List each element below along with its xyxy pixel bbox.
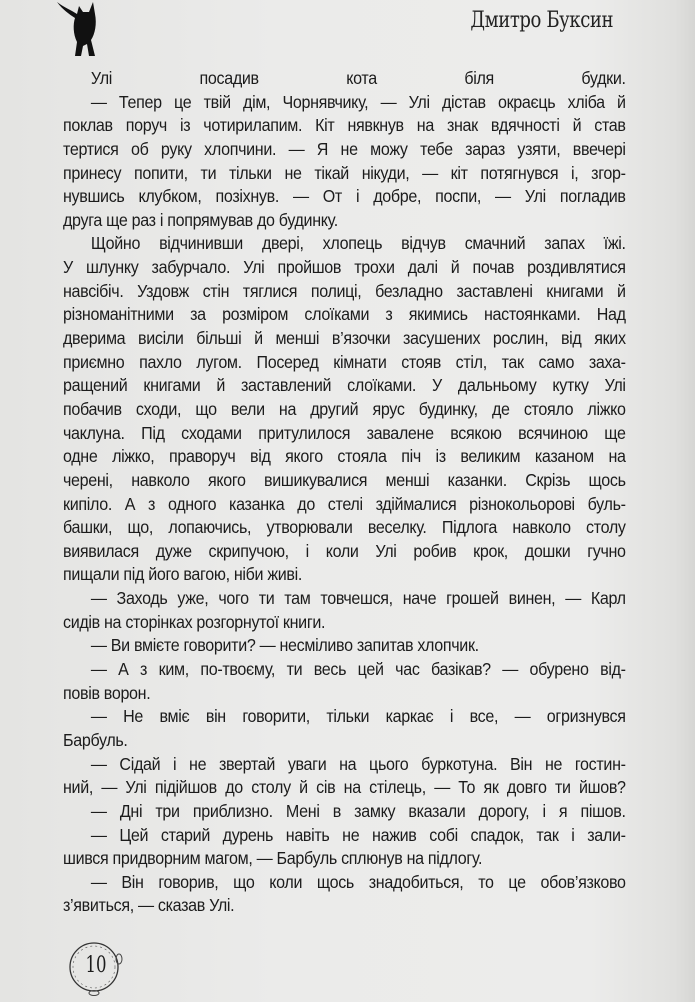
text-line: Щойно відчинивши двері, хлопець відчув смачний запах їжі.	[90, 233, 626, 254]
text-line: виявилася дуже скрипучою, і коли Улі робив крок, дошки гучно	[63, 540, 626, 561]
text-line: башки, що, лопаючись, утворювали веселку. Підлога навколо столу	[63, 517, 626, 538]
text-line: чаклуна. Під сходами притулилося завалене всякою всячиною ще	[63, 422, 626, 443]
text-line: Барбуль.	[63, 729, 128, 750]
page-number-badge	[66, 937, 126, 997]
text-line: кипіло. А з одного казанка до стелі здіймалися різнокольорові буль-	[63, 493, 626, 514]
text-line: сидів на сторінках розгорнутої книги.	[63, 611, 326, 632]
text-line: тертися об руку хлопчини. — Я не можу тебе зараз узяти, ввечері	[63, 138, 626, 159]
text-line: черені, навколо якого вишикувалися менші казанки. Скрізь щось	[63, 469, 626, 490]
book-author-header: Дмитро Буксин	[470, 8, 613, 33]
text-line: — Він говорив, що коли щось знадобиться, то це обов’язково	[90, 871, 626, 892]
page-number: 10	[85, 953, 107, 978]
text-line: принесу попити, ти тільки не тікай нікуди, — кіт потягнувся і, згор-	[63, 162, 626, 183]
text-line: повів ворон.	[63, 682, 151, 703]
text-line: — Заходь уже, чого ти там товчешся, наче грошей винен, — Карл	[90, 588, 626, 609]
text-line: нувшись клубком, позіхнув. — От і добре, поспи, — Улі погладив	[63, 186, 626, 207]
text-line: У шлунку забурчало. Улі пройшов трохи далі й почав роздивлятися	[63, 257, 626, 278]
text-line: — А з ким, по-твоєму, ти весь цей час базікав? — обурено від-	[90, 659, 626, 680]
text-line: навсібіч. Уздовж стін тяглися полиці, безладно заставлені книгами й	[63, 280, 626, 301]
text-line: з’явиться, — сказав Улі.	[63, 895, 235, 916]
page-body-text	[63, 67, 626, 918]
text-line: шився придворним магом, — Барбуль сплюнув на підлогу.	[63, 848, 483, 869]
text-line: — Сідай і не звертай уваги на цього буркотуна. Він не гостин-	[90, 753, 626, 774]
text-line: дверима висіли більші й менші в’язочки засушених рослин, від яких	[63, 328, 626, 349]
text-line: приємно пахло лугом. Посеред кімнати стояв стіл, так само заха-	[63, 351, 626, 372]
text-line: Улі посадив кота біля будки.	[90, 68, 626, 88]
text-line: ний, — Улі підійшов до столу й сів на стілець, — То як довго ти йшов?	[63, 777, 626, 798]
text-line: — Не вміє він говорити, тільки каркає і все, — огризнувся	[90, 706, 626, 727]
text-line: різноманітними за розміром слоїками з якимись настоянками. Над	[63, 304, 626, 325]
text-line: пищали під його вагою, ніби живі.	[63, 564, 302, 585]
text-line: поклав поруч із чотирилапим. Кіт нявкнув на знак вдячності й став	[63, 115, 626, 136]
text-line: — Дні три приблизно. Мені в замку вказали дорогу, і я пішов.	[90, 800, 626, 821]
text-line: одне ліжко, праворуч від якого стояла піч із великим казаном на	[63, 446, 626, 467]
text-line: побачив сходи, що вели на другий ярус будинку, де стояло ліжко	[63, 398, 626, 419]
text-line: — Ви вмієте говорити? — несміливо запитав хлопчик.	[90, 635, 479, 656]
text-line: друга ще раз і попрямував до будинку.	[63, 209, 338, 230]
text-line: — Тепер це твій дім, Чорнявчику, — Улі дістав окраєць хліба й	[90, 91, 626, 112]
text-line: — Цей старий дурень навіть не нажив собі спадок, так і зали-	[90, 824, 626, 845]
text-line: ращений книгами й заставлений слоїками. У дальньому кутку Улі	[63, 375, 626, 396]
black-cat-illustration	[55, 0, 120, 58]
